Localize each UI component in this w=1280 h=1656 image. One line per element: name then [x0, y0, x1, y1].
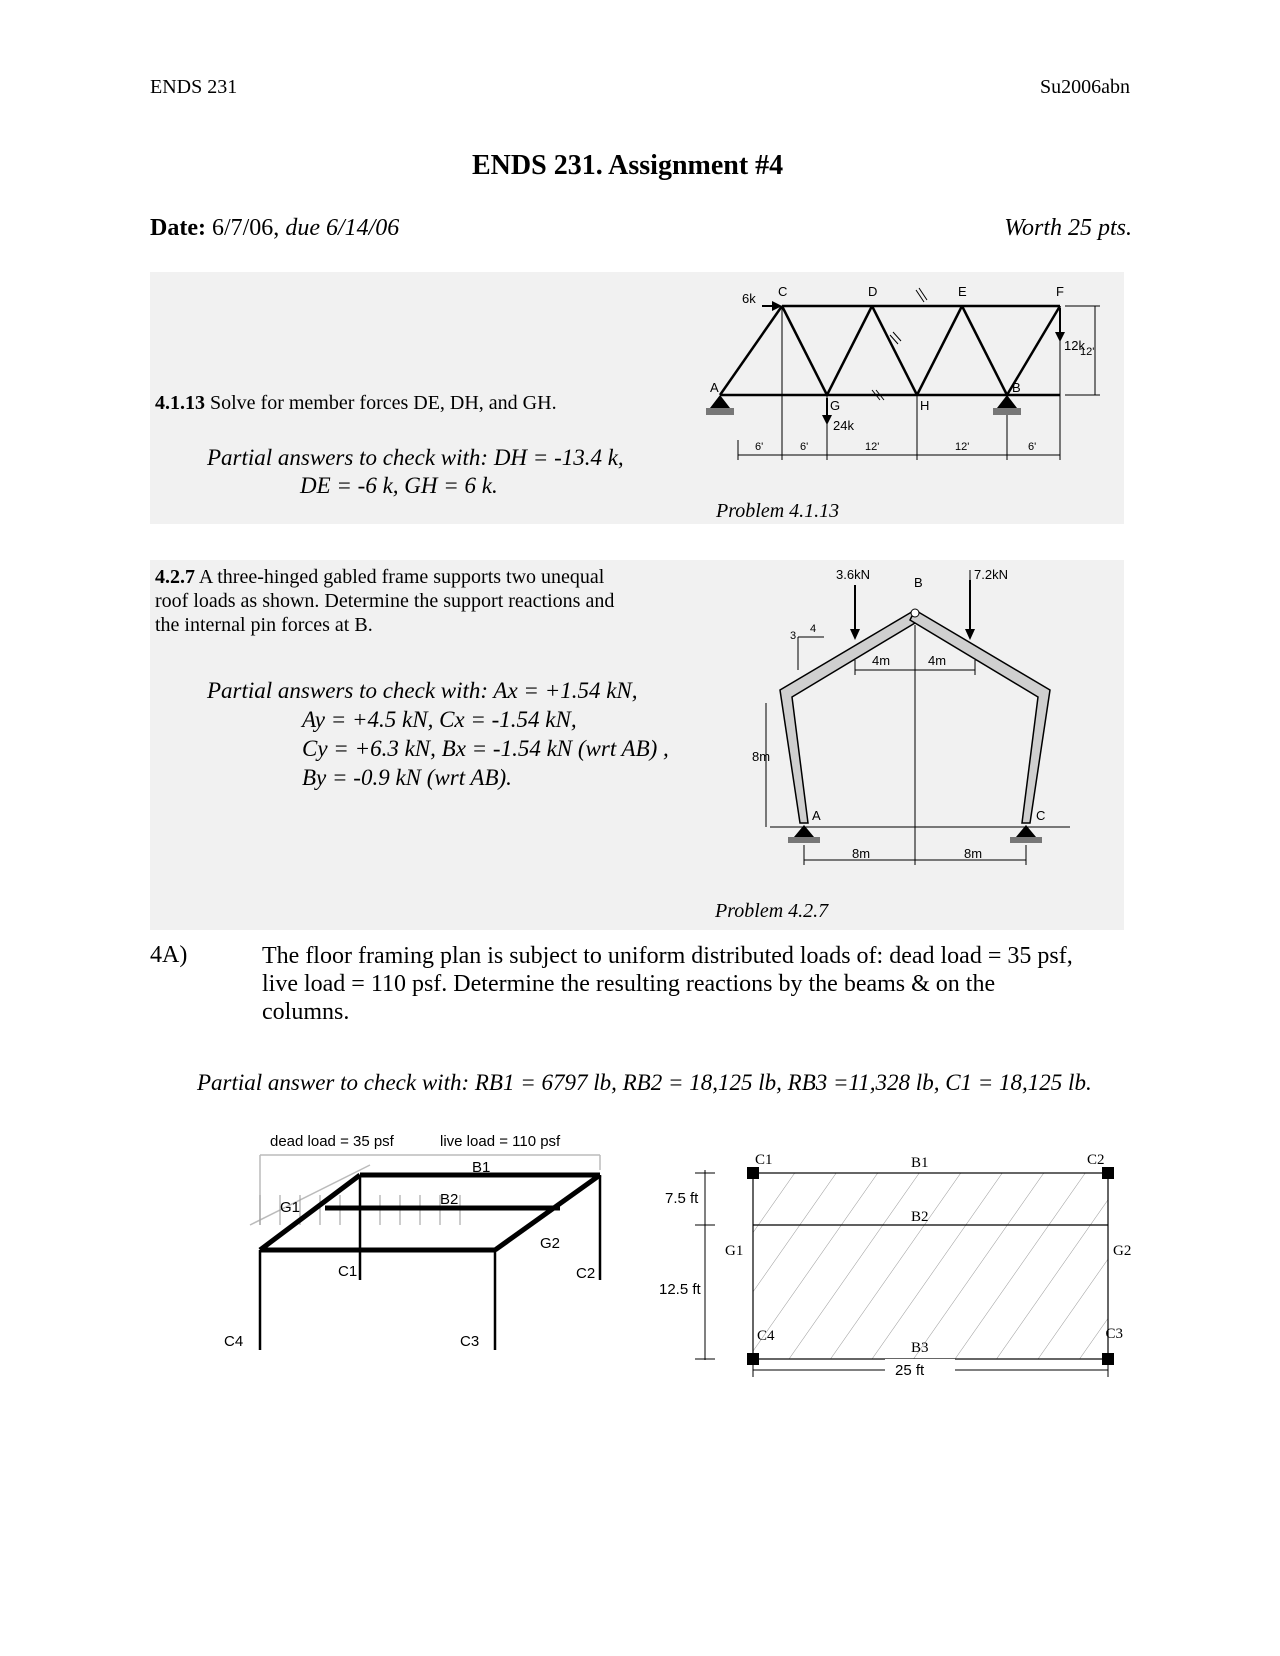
dim-6ft-c: 6': [1028, 441, 1037, 453]
problem-text-line1: A three-hinged gabled frame supports two unequal: [198, 566, 605, 588]
slope-4: 4: [810, 623, 817, 635]
header-term: Su2006abn: [1040, 76, 1130, 98]
date-line: [150, 215, 399, 242]
check-427-line2: Ay = +4.5 kN, Cx = -1.54 kN,: [302, 707, 577, 732]
column-c3: C3: [460, 1333, 480, 1350]
dim-12ft-b: 12': [955, 441, 970, 453]
problem-4a-line2: live load = 110 psf. Determine the resulting reactions by the beams & on the: [262, 971, 996, 997]
check-427-line1: Partial answers to check with: Ax = +1.54 kN,: [207, 678, 638, 703]
beam-b2: B2: [440, 1191, 459, 1208]
column-marker-c2: [1102, 1167, 1114, 1179]
plan-c3: C3: [1105, 1326, 1123, 1342]
dim-4m-left: 4m: [872, 653, 891, 668]
check-4113-line2: DE = -6 k, GH = 6 k.: [300, 473, 498, 498]
dim-4m-right: 4m: [928, 653, 947, 668]
column-c1: C1: [338, 1263, 358, 1280]
problem-text-line2: roof loads as shown. Determine the support reactions and: [155, 590, 615, 612]
plan-g2: G2: [1113, 1243, 1132, 1259]
isometric-framing-figure: [220, 1130, 620, 1360]
node-a: A: [710, 380, 719, 395]
dead-load-label: dead load = 35 psf: [270, 1133, 394, 1150]
height-8m: 8m: [752, 749, 771, 764]
problem-4a-number: 4A): [150, 942, 188, 968]
node-f: F: [1056, 284, 1064, 299]
dim-25ft: 25 ft: [895, 1362, 925, 1379]
check-427-line3: Cy = +6.3 kN, Bx = -1.54 kN (wrt AB) ,: [302, 736, 669, 761]
problem-4a-statement: [262, 942, 1073, 1026]
header-course: ENDS 231: [150, 76, 238, 98]
live-load-label: live load = 110 psf: [440, 1133, 561, 1150]
problem-number: 4.1.13: [155, 392, 205, 414]
check-4a: Partial answer to check with: RB1 = 6797 lb, RB2 = 18,125 lb, RB3 =11,328 lb, C1 = 18,125 lb.: [197, 1070, 1092, 1095]
floor-plan-figure: [655, 1135, 1132, 1379]
plan-g1: G1: [725, 1243, 744, 1259]
due-date: due 6/14/06: [285, 215, 400, 241]
date-value: 6/7/06,: [211, 215, 280, 241]
node-d: D: [868, 284, 878, 299]
load-24k: 24k: [833, 418, 854, 433]
figure-caption-427: Problem 4.2.7: [715, 900, 829, 922]
date-label: Date:: [150, 215, 206, 241]
dim-12ft-a: 12': [865, 441, 880, 453]
column-c4: C4: [224, 1333, 244, 1350]
check-427-line4: By = -0.9 kN (wrt AB).: [302, 765, 512, 790]
gabled-frame-figure: [740, 565, 1080, 885]
page-title: ENDS 231. Assignment #4: [472, 150, 784, 181]
span-8m-left: 8m: [852, 846, 871, 861]
load-3-6kn: 3.6kN: [836, 567, 870, 582]
problem-427-statement: [155, 565, 614, 637]
girder-g1: G1: [280, 1199, 301, 1216]
truss-figure: [700, 280, 1120, 485]
plan-b3: B3: [911, 1340, 929, 1356]
dim-7-5ft: 7.5 ft: [665, 1190, 699, 1207]
dim-12-5ft: 12.5 ft: [659, 1281, 701, 1298]
plan-c4: C4: [757, 1328, 775, 1344]
plan-b1: B1: [911, 1155, 929, 1171]
load-12k: 12k: [1064, 338, 1085, 353]
plan-c2: C2: [1087, 1152, 1105, 1168]
span-8m-right: 8m: [964, 846, 983, 861]
support-c: C: [1036, 808, 1046, 823]
problem-number: 4.2.7: [155, 566, 195, 588]
beam-b1: B1: [472, 1159, 491, 1176]
column-marker-c1: [747, 1167, 759, 1179]
height-12ft: 12': [1080, 346, 1095, 358]
plan-c1: C1: [755, 1152, 773, 1168]
dim-6ft-b: 6': [800, 441, 809, 453]
figure-caption-4113: Problem 4.1.13: [716, 500, 840, 522]
worth-points: Worth 25 pts.: [1004, 215, 1132, 241]
plan-b2: B2: [911, 1209, 929, 1225]
node-b: B: [1012, 380, 1021, 395]
load-7-2kn: 7.2kN: [974, 567, 1008, 582]
problem-text: Solve for member forces DE, DH, and GH.: [210, 392, 557, 414]
node-h: H: [920, 398, 930, 413]
support-a: A: [812, 808, 821, 823]
node-e: E: [958, 284, 967, 299]
pin-b: B: [914, 575, 923, 590]
slope-3: 3: [790, 630, 797, 642]
problem-4a-line1: The floor framing plan is subject to uniform distributed loads of: dead load = 35 psf,: [262, 943, 1073, 969]
node-c: C: [778, 284, 788, 299]
column-c2: C2: [576, 1265, 596, 1282]
problem-4a-line3: columns.: [262, 999, 350, 1025]
check-4113-line1: Partial answers to check with: DH = -13.4 k,: [207, 445, 624, 470]
problem-4113-statement: [155, 392, 557, 415]
problem-text-line3: the internal pin forces at B.: [155, 614, 373, 636]
load-6k: 6k: [742, 291, 756, 306]
node-g: G: [830, 398, 841, 413]
girder-g2: G2: [540, 1235, 561, 1252]
dim-6ft-a: 6': [755, 441, 764, 453]
